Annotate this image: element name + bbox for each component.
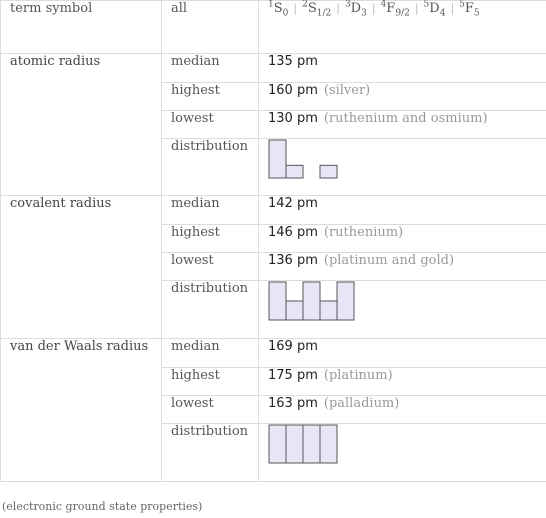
term-symbol-j: 0 [282, 8, 289, 19]
lowest-note: (platinum and gold) [323, 253, 455, 268]
lowest-value: 136 pm [268, 253, 318, 268]
histogram-bar [303, 282, 320, 320]
distribution-histogram [268, 424, 388, 464]
histogram-bar [269, 282, 286, 320]
highest-cell [259, 368, 546, 396]
distribution-label: distribution [162, 139, 259, 196]
term-symbol-separator: | [293, 2, 298, 15]
median-label: median [162, 54, 259, 83]
highest-value: 146 pm [268, 225, 318, 240]
term-symbol-separator: | [371, 2, 376, 15]
term-symbol-multiplicity: 4 [380, 0, 387, 10]
property-name-atomic-radius: atomic radius [1, 54, 162, 196]
term-symbol-j: 3 [361, 8, 367, 19]
distribution-histogram [268, 281, 388, 321]
term-symbol-letter: F [386, 1, 396, 16]
distribution-histogram [268, 139, 388, 179]
header-term-symbol: term symbol [1, 1, 162, 54]
histogram-bar [320, 165, 337, 178]
highest-value: 175 pm [268, 368, 318, 383]
term-symbol-letter: D [429, 1, 440, 16]
highest-label: highest [162, 368, 259, 396]
term-symbol-multiplicity: 1 [268, 0, 274, 10]
histogram-bar [269, 425, 286, 463]
table-row [1, 54, 546, 83]
highest-cell [259, 225, 546, 253]
highest-note: (ruthenium) [323, 225, 404, 240]
term-symbol [380, 0, 410, 19]
histogram-bar [320, 301, 337, 320]
median-label: median [162, 339, 259, 368]
table-row [1, 196, 546, 225]
median-label: median [162, 196, 259, 225]
term-symbol-list [268, 0, 480, 19]
highest-label: highest [162, 83, 259, 111]
term-symbol [268, 0, 289, 19]
median-value: 135 pm [259, 54, 546, 83]
lowest-cell [259, 253, 546, 281]
term-symbol-separator: | [450, 2, 455, 15]
term-symbol-multiplicity: 3 [344, 0, 351, 10]
histogram-bar [320, 425, 337, 463]
histogram-bar [286, 301, 303, 320]
term-symbol-letter: S [273, 1, 283, 16]
lowest-value: 163 pm [268, 396, 318, 411]
lowest-cell [259, 111, 546, 139]
lowest-note: (palladium) [323, 396, 400, 411]
histogram-bar [337, 282, 354, 320]
median-value: 142 pm [259, 196, 546, 225]
lowest-label: lowest [162, 111, 259, 139]
lowest-note: (ruthenium and osmium) [323, 111, 488, 126]
table-row [1, 339, 546, 368]
term-symbol-j: 5 [473, 8, 480, 19]
median-value: 169 pm [259, 339, 546, 368]
term-symbol [423, 0, 446, 19]
histogram-bar [286, 425, 303, 463]
term-symbol-multiplicity: 5 [459, 0, 465, 10]
distribution-label: distribution [162, 281, 259, 339]
distribution-label: distribution [162, 424, 259, 482]
term-symbol-separator: | [336, 2, 340, 15]
distribution-cell [259, 139, 546, 196]
term-symbol-j: 1/2 [316, 8, 332, 19]
term-symbol-j: 9/2 [395, 8, 410, 19]
histogram-bar [269, 140, 286, 178]
histogram-bar [303, 425, 320, 463]
property-name-van-der-waals-radius: van der Waals radius [1, 339, 162, 482]
term-symbol-letter: D [350, 1, 362, 16]
header-term-symbols [259, 1, 546, 54]
term-symbol-multiplicity: 5 [423, 0, 430, 10]
highest-cell [259, 83, 546, 111]
lowest-label: lowest [162, 253, 259, 281]
highest-label: highest [162, 225, 259, 253]
footer-note: (electronic ground state properties) [2, 500, 203, 513]
term-symbol-letter: F [464, 1, 474, 16]
property-name-covalent-radius: covalent radius [1, 196, 162, 339]
lowest-cell [259, 396, 546, 424]
term-symbol-letter: S [307, 1, 317, 16]
header-all: all [162, 1, 259, 54]
histogram-bar [286, 165, 303, 178]
distribution-cell [259, 281, 546, 339]
highest-note: (platinum) [323, 368, 393, 383]
term-symbol [344, 0, 367, 19]
highest-note: (silver) [323, 83, 371, 98]
lowest-label: lowest [162, 396, 259, 424]
distribution-cell [259, 424, 546, 482]
header-row [1, 1, 546, 54]
highest-value: 160 pm [268, 83, 318, 98]
term-symbol [459, 0, 480, 19]
term-symbol-j: 4 [439, 8, 446, 19]
lowest-value: 130 pm [268, 111, 318, 126]
term-symbol-separator: | [414, 2, 419, 15]
term-symbol [302, 0, 332, 19]
term-symbol-multiplicity: 2 [302, 0, 308, 10]
